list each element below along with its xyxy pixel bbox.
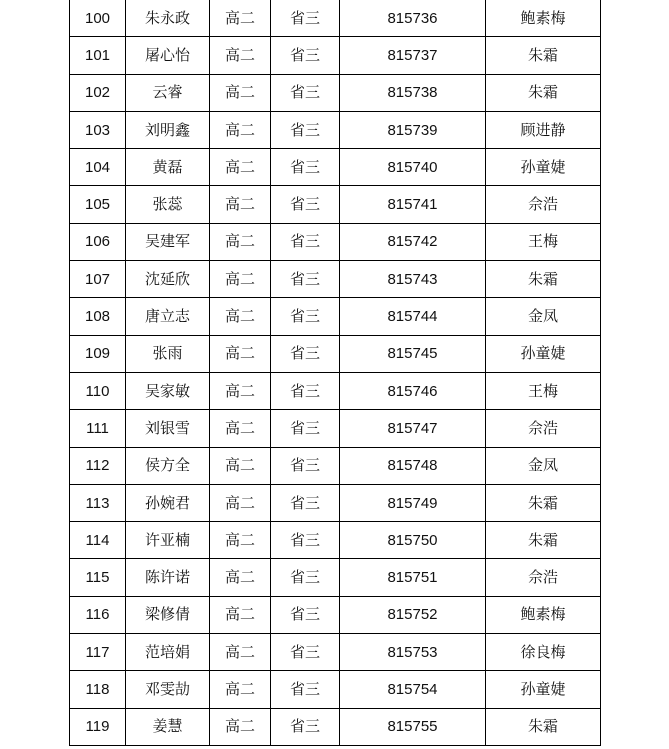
student-name-cell: 黄磊 [126,149,210,186]
teacher-name-cell: 朱霜 [486,261,601,298]
certificate-code-cell: 815739 [340,111,486,148]
student-name-cell: 孙婉君 [126,484,210,521]
award-level-cell: 省三 [271,671,340,708]
row-number-cell: 104 [70,149,126,186]
table-row [70,0,601,37]
roster-body [70,0,601,745]
student-name-cell: 姜慧 [126,708,210,745]
grade-cell: 高二 [210,447,271,484]
certificate-code-cell: 815744 [340,298,486,335]
student-name-cell: 陈许诺 [126,559,210,596]
certificate-code-cell: 815753 [340,634,486,671]
grade-cell: 高二 [210,596,271,633]
grade-cell: 高二 [210,223,271,260]
teacher-name-cell: 王梅 [486,372,601,409]
student-name-cell: 侯方全 [126,447,210,484]
teacher-name-cell: 佘浩 [486,559,601,596]
certificate-code-cell: 815755 [340,708,486,745]
grade-cell: 高二 [210,522,271,559]
award-level-cell: 省三 [271,596,340,633]
student-name-cell: 沈延欣 [126,261,210,298]
row-number-cell: 105 [70,186,126,223]
row-number-cell: 110 [70,372,126,409]
certificate-code-cell: 815752 [340,596,486,633]
teacher-name-cell: 朱霜 [486,484,601,521]
grade-cell: 高二 [210,559,271,596]
certificate-code-cell: 815751 [340,559,486,596]
award-level-cell: 省三 [271,372,340,409]
award-level-cell: 省三 [271,410,340,447]
certificate-code-cell: 815748 [340,447,486,484]
roster-table [69,0,601,746]
table-row [70,522,601,559]
teacher-name-cell: 朱霜 [486,708,601,745]
certificate-code-cell: 815738 [340,74,486,111]
award-level-cell: 省三 [271,522,340,559]
student-name-cell: 梁修倩 [126,596,210,633]
award-level-cell: 省三 [271,74,340,111]
row-number-cell: 108 [70,298,126,335]
grade-cell: 高二 [210,111,271,148]
grade-cell: 高二 [210,372,271,409]
award-level-cell: 省三 [271,223,340,260]
table-row [70,372,601,409]
teacher-name-cell: 孙童婕 [486,149,601,186]
table-row [70,298,601,335]
row-number-cell: 115 [70,559,126,596]
row-number-cell: 112 [70,447,126,484]
student-name-cell: 许亚楠 [126,522,210,559]
row-number-cell: 111 [70,410,126,447]
certificate-code-cell: 815740 [340,149,486,186]
certificate-code-cell: 815737 [340,37,486,74]
grade-cell: 高二 [210,335,271,372]
student-name-cell: 唐立志 [126,298,210,335]
student-name-cell: 范培娟 [126,634,210,671]
certificate-code-cell: 815750 [340,522,486,559]
teacher-name-cell: 朱霜 [486,37,601,74]
table-row [70,410,601,447]
student-name-cell: 张雨 [126,335,210,372]
student-name-cell: 吴家敏 [126,372,210,409]
student-name-cell: 张蕊 [126,186,210,223]
teacher-name-cell: 佘浩 [486,410,601,447]
table-row [70,186,601,223]
row-number-cell: 113 [70,484,126,521]
teacher-name-cell: 孙童婕 [486,335,601,372]
award-level-cell: 省三 [271,447,340,484]
award-level-cell: 省三 [271,37,340,74]
grade-cell: 高二 [210,186,271,223]
teacher-name-cell: 金凤 [486,298,601,335]
student-name-cell: 吴建军 [126,223,210,260]
award-level-cell: 省三 [271,298,340,335]
table-row [70,149,601,186]
student-name-cell: 邓雯劼 [126,671,210,708]
award-level-cell: 省三 [271,708,340,745]
grade-cell: 高二 [210,671,271,708]
teacher-name-cell: 朱霜 [486,74,601,111]
certificate-code-cell: 815741 [340,186,486,223]
grade-cell: 高二 [210,634,271,671]
table-row [70,671,601,708]
student-name-cell: 朱永政 [126,0,210,37]
table-row [70,261,601,298]
award-level-cell: 省三 [271,559,340,596]
award-level-cell: 省三 [271,186,340,223]
teacher-name-cell: 王梅 [486,223,601,260]
table-row [70,708,601,745]
teacher-name-cell: 顾进静 [486,111,601,148]
award-level-cell: 省三 [271,111,340,148]
table-row [70,447,601,484]
table-row [70,596,601,633]
grade-cell: 高二 [210,261,271,298]
student-name-cell: 刘银雪 [126,410,210,447]
teacher-name-cell: 朱霜 [486,522,601,559]
table-row [70,335,601,372]
table-row [70,111,601,148]
grade-cell: 高二 [210,74,271,111]
award-level-cell: 省三 [271,634,340,671]
student-name-cell: 屠心怡 [126,37,210,74]
table-row [70,634,601,671]
teacher-name-cell: 鲍素梅 [486,596,601,633]
certificate-code-cell: 815745 [340,335,486,372]
certificate-code-cell: 815746 [340,372,486,409]
table-row [70,74,601,111]
row-number-cell: 102 [70,74,126,111]
grade-cell: 高二 [210,0,271,37]
award-level-cell: 省三 [271,0,340,37]
row-number-cell: 109 [70,335,126,372]
certificate-code-cell: 815743 [340,261,486,298]
row-number-cell: 107 [70,261,126,298]
teacher-name-cell: 徐良梅 [486,634,601,671]
teacher-name-cell: 孙童婕 [486,671,601,708]
row-number-cell: 116 [70,596,126,633]
grade-cell: 高二 [210,298,271,335]
table-row [70,559,601,596]
teacher-name-cell: 鲍素梅 [486,0,601,37]
row-number-cell: 101 [70,37,126,74]
table-row [70,37,601,74]
certificate-code-cell: 815747 [340,410,486,447]
award-level-cell: 省三 [271,261,340,298]
row-number-cell: 119 [70,708,126,745]
certificate-code-cell: 815754 [340,671,486,708]
grade-cell: 高二 [210,484,271,521]
table-row [70,484,601,521]
student-name-cell: 云睿 [126,74,210,111]
certificate-code-cell: 815749 [340,484,486,521]
table-row [70,223,601,260]
student-name-cell: 刘明鑫 [126,111,210,148]
row-number-cell: 100 [70,0,126,37]
grade-cell: 高二 [210,708,271,745]
award-level-cell: 省三 [271,335,340,372]
award-level-cell: 省三 [271,484,340,521]
teacher-name-cell: 金凤 [486,447,601,484]
grade-cell: 高二 [210,410,271,447]
grade-cell: 高二 [210,37,271,74]
row-number-cell: 114 [70,522,126,559]
row-number-cell: 103 [70,111,126,148]
certificate-code-cell: 815736 [340,0,486,37]
award-level-cell: 省三 [271,149,340,186]
teacher-name-cell: 佘浩 [486,186,601,223]
row-number-cell: 118 [70,671,126,708]
grade-cell: 高二 [210,149,271,186]
certificate-code-cell: 815742 [340,223,486,260]
row-number-cell: 117 [70,634,126,671]
row-number-cell: 106 [70,223,126,260]
